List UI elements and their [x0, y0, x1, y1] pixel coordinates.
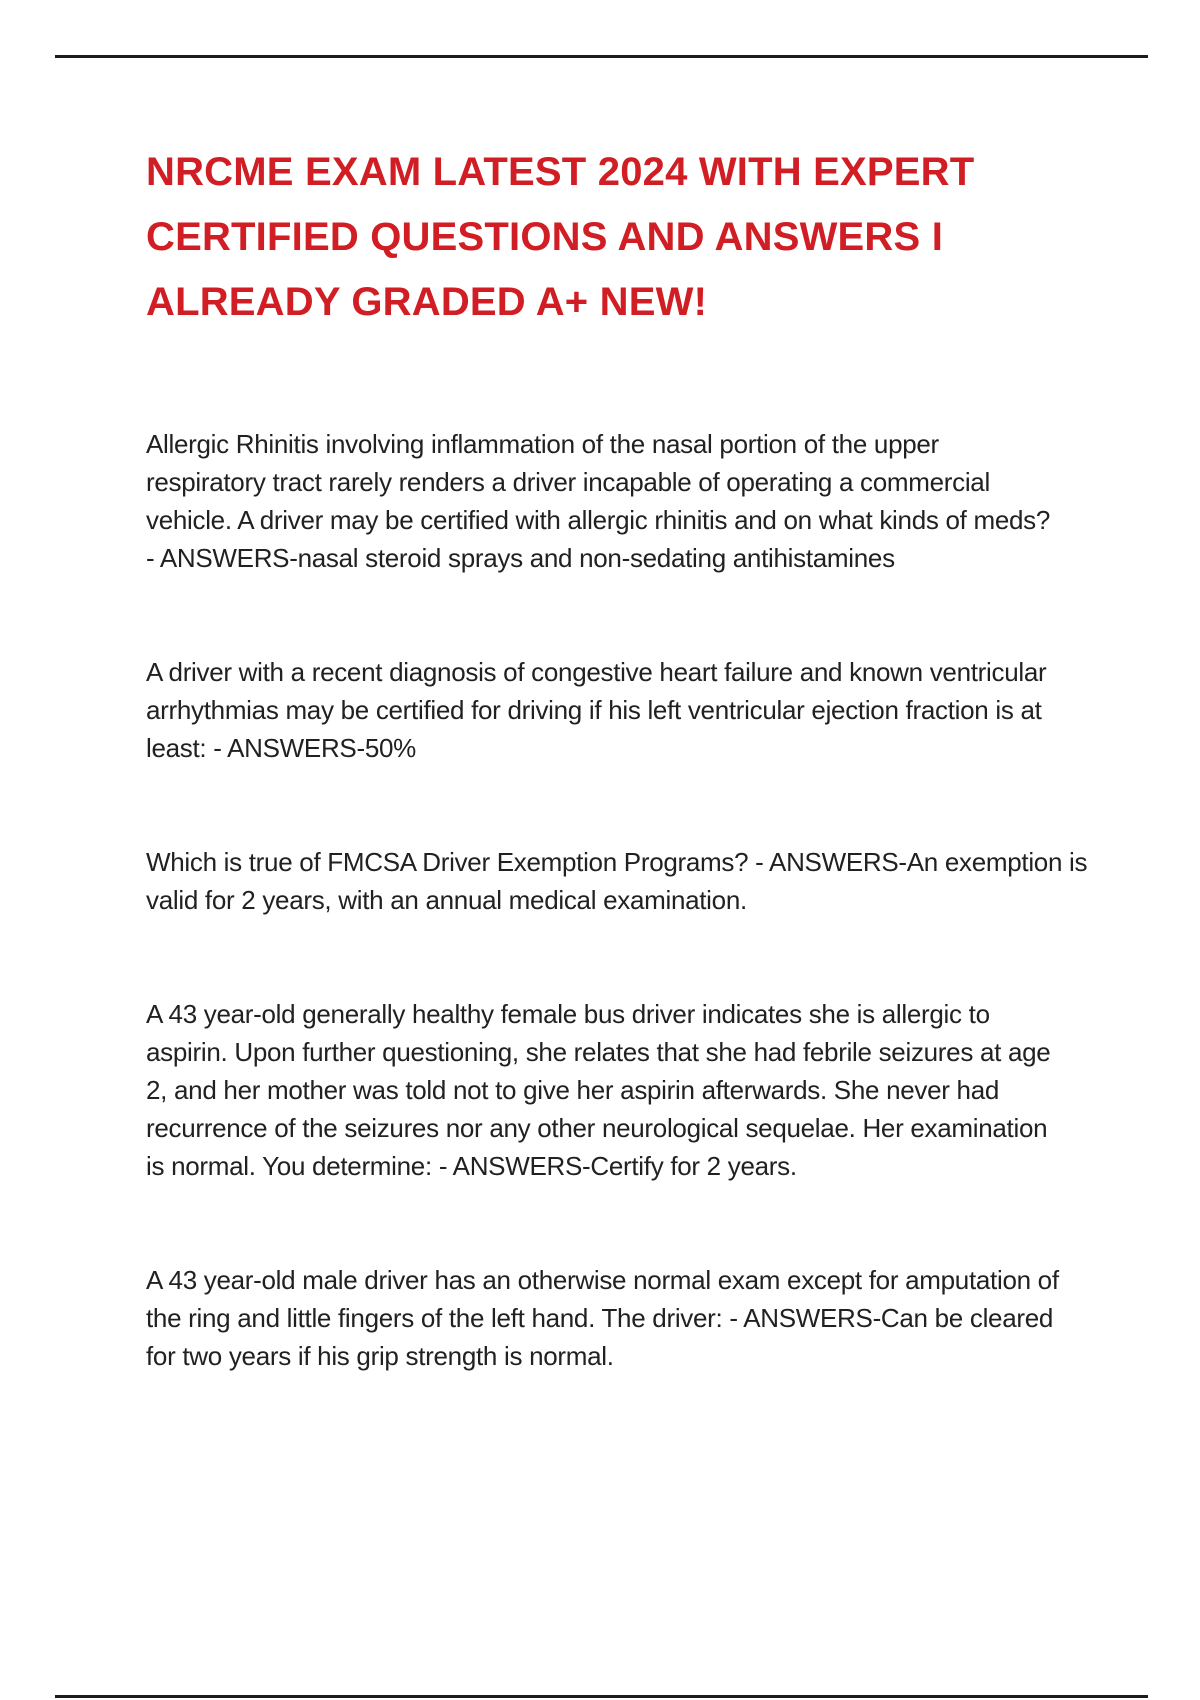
qa-line: the ring and little fingers of the left hand. The driver: - ANSWERS-Can be cleared — [146, 1303, 1054, 1333]
qa-line: A driver with a recent diagnosis of congestive heart failure and known ventricular — [146, 657, 1047, 687]
qa-line: for two years if his grip strength is normal. — [146, 1341, 614, 1371]
qa-item-5 — [146, 1261, 1156, 1375]
qa-line: Allergic Rhinitis involving inflammation of the nasal portion of the upper — [146, 429, 939, 459]
title-line-3: ALREADY GRADED A+ NEW! — [146, 280, 708, 324]
qa-line: respiratory tract rarely renders a driver incapable of operating a commercial — [146, 467, 990, 497]
qa-item-4 — [146, 995, 1156, 1185]
qa-line: is normal. You determine: - ANSWERS-Certify for 2 years. — [146, 1151, 797, 1181]
title-line-2: CERTIFIED QUESTIONS AND ANSWERS I — [146, 215, 944, 259]
qa-item-2 — [146, 653, 1156, 767]
document-body — [146, 425, 1156, 1451]
qa-line: 2, and her mother was told not to give her aspirin afterwards. She never had — [146, 1075, 1000, 1105]
qa-line: aspirin. Upon further questioning, she relates that she had febrile seizures at age — [146, 1037, 1051, 1067]
qa-line: least: - ANSWERS-50% — [146, 733, 416, 763]
qa-line: A 43 year-old generally healthy female bus driver indicates she is allergic to — [146, 999, 990, 1029]
qa-line: recurrence of the seizures nor any other neurological sequelae. Her examination — [146, 1113, 1048, 1143]
qa-line: A 43 year-old male driver has an otherwise normal exam except for amputation of — [146, 1265, 1059, 1295]
footer-rule — [55, 1695, 1148, 1698]
qa-line: Which is true of FMCSA Driver Exemption Programs? - ANSWERS-An exemption is — [146, 847, 1088, 877]
header-rule — [55, 55, 1148, 58]
title-line-1: NRCME EXAM LATEST 2024 WITH EXPERT — [146, 150, 975, 194]
qa-item-1 — [146, 425, 1156, 577]
qa-line: vehicle. A driver may be certified with allergic rhinitis and on what kinds of meds? — [146, 505, 1051, 535]
qa-item-3 — [146, 843, 1156, 919]
qa-line: arrhythmias may be certified for driving if his left ventricular ejection fraction is at — [146, 695, 1042, 725]
qa-line: - ANSWERS-nasal steroid sprays and non-sedating antihistamines — [146, 543, 895, 573]
qa-line: valid for 2 years, with an annual medical examination. — [146, 885, 747, 915]
document-title — [146, 140, 1126, 335]
